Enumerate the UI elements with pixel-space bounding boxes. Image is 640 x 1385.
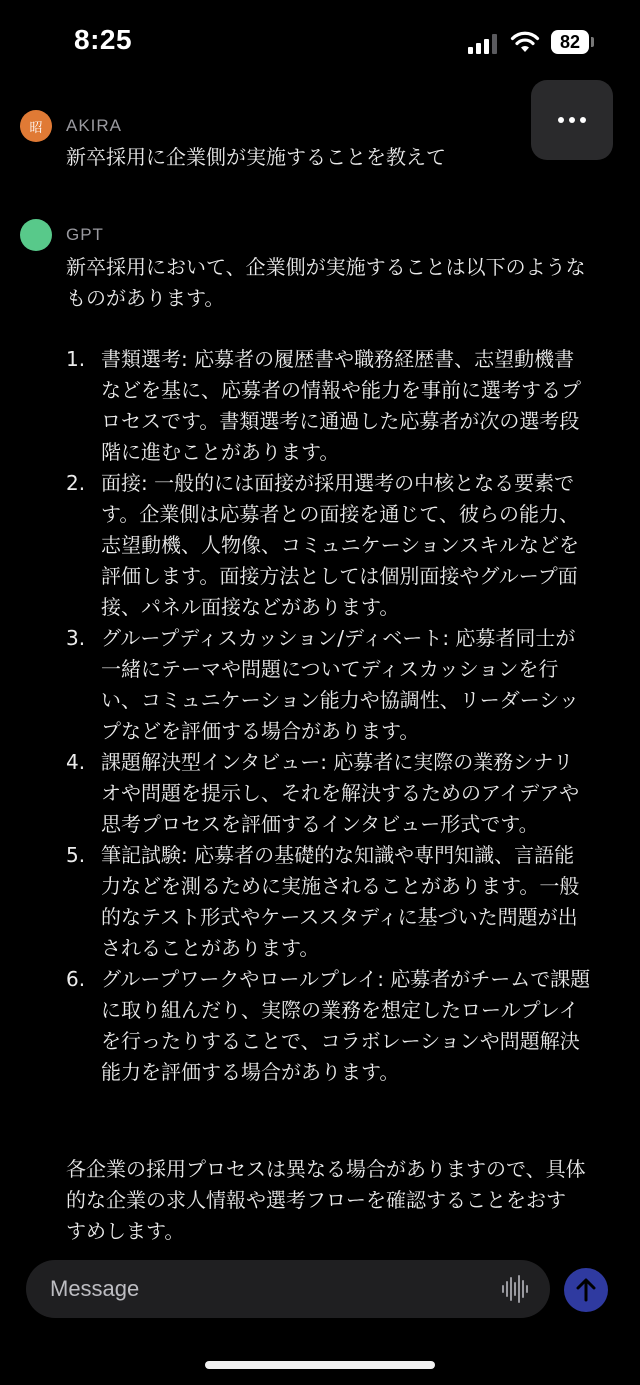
assistant-intro: 新卒採用において、企業側が実施することは以下のようなものがあります。 bbox=[66, 255, 586, 310]
assistant-name: GPT bbox=[66, 225, 104, 244]
assistant-list bbox=[66, 344, 591, 1088]
list-number: 6. bbox=[66, 967, 86, 991]
battery-cap-icon bbox=[591, 37, 594, 47]
status-time: 8:25 bbox=[74, 24, 133, 55]
list-item bbox=[66, 840, 591, 964]
list-text: 課題解決型インタビュー: 応募者に実際の業務シナリオや問題を提示し、それを解決するためのアイデアや思考プロセスを評価するインタビュー形式です。 bbox=[101, 750, 580, 836]
list-text: 筆記試験: 応募者の基礎的な知識や専門知識、言語能力などを測るために実施されることがあります。一般的なテスト形式やケーススタディに基づいた問題が出されることがあります。 bbox=[101, 843, 580, 960]
user-name: AKIRA bbox=[66, 116, 123, 135]
assistant-avatar bbox=[20, 219, 52, 251]
list-number: 1. bbox=[66, 347, 86, 371]
home-indicator bbox=[205, 1361, 435, 1369]
assistant-closing: 各企業の採用プロセスは異なる場合がありますので、具体的な企業の求人情報や選考フローを確認することをおすすめします。 bbox=[66, 1157, 586, 1243]
ellipsis-icon bbox=[558, 117, 586, 123]
send-button[interactable] bbox=[564, 1268, 608, 1312]
list-item bbox=[66, 747, 591, 840]
user-message: 新卒採用に企業側が実施することを教えて bbox=[66, 145, 446, 169]
battery-level: 82 bbox=[551, 30, 589, 54]
list-item bbox=[66, 964, 591, 1088]
list-item bbox=[66, 468, 591, 623]
list-text: グループワークやロールプレイ: 応募者がチームで課題に取り組んだり、実際の業務を想定したロールプレイを行ったりすることで、コラボレーションや問題解決能力を評価する場合があります。 bbox=[101, 967, 591, 1084]
list-item bbox=[66, 344, 591, 468]
arrow-up-icon bbox=[575, 1278, 597, 1302]
status-bar bbox=[0, 0, 640, 80]
wifi-icon bbox=[510, 30, 540, 54]
message-input[interactable]: Message bbox=[50, 1276, 140, 1301]
list-number: 2. bbox=[66, 471, 86, 495]
message-composer[interactable] bbox=[26, 1260, 550, 1318]
list-text: 書類選考: 応募者の履歴書や職務経歴書、志望動機書などを基に、応募者の情報や能力を事前に選考するプロセスです。書類選考に通過した応募者が次の選考段階に進むことがあります。 bbox=[101, 347, 581, 464]
list-number: 4. bbox=[66, 750, 86, 774]
user-avatar: 昭 bbox=[20, 110, 52, 142]
list-number: 5. bbox=[66, 843, 86, 867]
list-item bbox=[66, 623, 591, 747]
voice-waveform-icon[interactable] bbox=[500, 1274, 530, 1304]
list-text: 面接: 一般的には面接が採用選考の中核となる要素です。企業側は応募者との面接を通じて、彼らの能力、志望動機、人物像、コミュニケーションスキルなどを評価します。面接方法としては個別面接やグループ面接、パネル面接などがあります。 bbox=[101, 471, 579, 619]
list-number: 3. bbox=[66, 626, 86, 650]
list-text: グループディスカッション/ディベート: 応募者同士が一緒にテーマや問題についてディスカッションを行い、コミュニケーション能力や協調性、リーダーシップなどを評価する場合があります。 bbox=[101, 626, 579, 743]
cellular-signal-icon bbox=[468, 34, 498, 54]
